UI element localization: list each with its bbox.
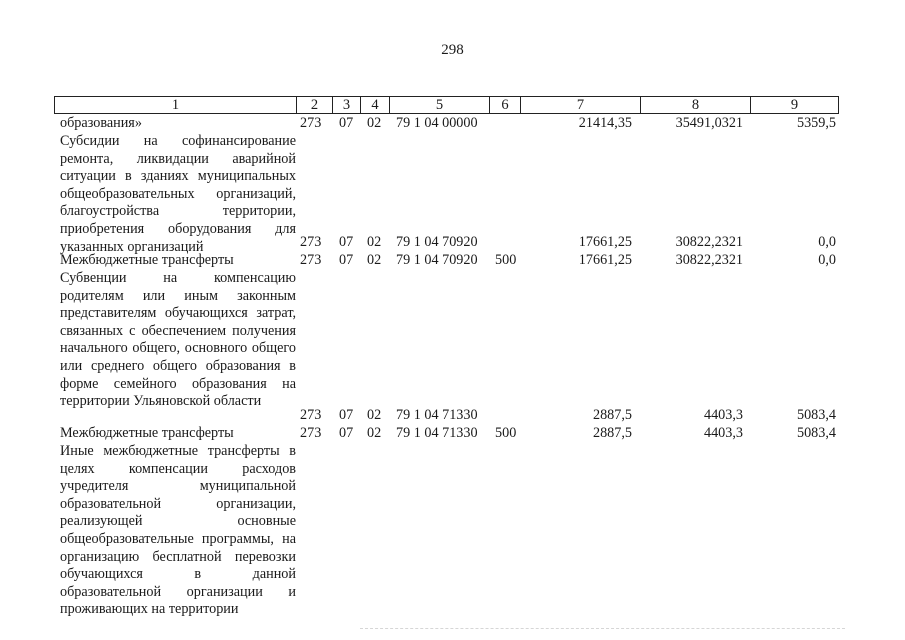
row-col-8: 35491,0321 bbox=[675, 115, 743, 131]
row-col-7: 17661,25 bbox=[578, 234, 632, 250]
row-description: Субсидии на софинансирование ремонта, ликвидации аварийной ситуации в зданиях муниципальных общеобразовательных организаций, благоустройства территории, приобретения оборудования для указанных организаций bbox=[60, 133, 296, 255]
row-description: Межбюджетные трансферты bbox=[60, 425, 234, 441]
row-col-3: 07 bbox=[339, 252, 354, 268]
row-description: Межбюджетные трансферты bbox=[60, 252, 234, 268]
header-col-1: 1 bbox=[55, 97, 297, 114]
row-description: Иные межбюджетные трансферты в целях компенсации расходов учредителя муниципальной образовательной организации, реализующей основные общеобразовательные программы, на организацию бесплатной перевозки обучающихся в данной образовательной организации и проживающих на территории bbox=[60, 443, 296, 618]
header-col-9: 9 bbox=[751, 97, 839, 114]
row-col-9: 5083,4 bbox=[796, 407, 836, 423]
row-col-3: 07 bbox=[339, 407, 354, 423]
row-col-7: 21414,35 bbox=[578, 115, 632, 131]
row-col-3: 07 bbox=[339, 425, 354, 441]
row-col-9: 0,0 bbox=[818, 234, 836, 250]
row-col-7: 2887,5 bbox=[592, 407, 632, 423]
row-col-6: 500 bbox=[495, 252, 517, 268]
row-description: Субвенции на компенсацию родителям или иным законным представителям обучающихся затрат, связанных с обеспечением получения начального общего, основного общего или среднего общего образования в форме семейного образования на территории Ульяновской области bbox=[60, 270, 296, 410]
row-col-3: 07 bbox=[339, 234, 354, 250]
row-col-6: 500 bbox=[495, 425, 517, 441]
row-col-2: 273 bbox=[300, 234, 322, 250]
row-col-5: 79 1 04 71330 bbox=[396, 425, 478, 441]
row-col-5: 79 1 04 70920 bbox=[396, 252, 478, 268]
row-col-4: 02 bbox=[367, 407, 382, 423]
row-col-4: 02 bbox=[367, 252, 382, 268]
row-col-2: 273 bbox=[300, 407, 322, 423]
row-col-2: 273 bbox=[300, 252, 322, 268]
row-col-2: 273 bbox=[300, 425, 322, 441]
row-col-7: 17661,25 bbox=[578, 252, 632, 268]
header-col-6: 6 bbox=[490, 97, 521, 114]
row-col-5: 79 1 04 00000 bbox=[396, 115, 478, 131]
header-col-2: 2 bbox=[297, 97, 333, 114]
row-col-8: 4403,3 bbox=[703, 425, 743, 441]
scan-artifact-line bbox=[360, 628, 845, 629]
row-col-9: 5359,5 bbox=[796, 115, 836, 131]
row-col-3: 07 bbox=[339, 115, 354, 131]
row-col-2: 273 bbox=[300, 115, 322, 131]
row-col-4: 02 bbox=[367, 115, 382, 131]
row-col-9: 0,0 bbox=[818, 252, 836, 268]
header-col-3: 3 bbox=[333, 97, 361, 114]
row-col-5: 79 1 04 70920 bbox=[396, 234, 478, 250]
page-number: 298 bbox=[441, 42, 464, 58]
header-col-4: 4 bbox=[361, 97, 390, 114]
row-col-8: 30822,2321 bbox=[675, 234, 743, 250]
header-col-7: 7 bbox=[521, 97, 641, 114]
row-col-7: 2887,5 bbox=[592, 425, 632, 441]
row-col-8: 4403,3 bbox=[703, 407, 743, 423]
header-col-5: 5 bbox=[390, 97, 490, 114]
row-col-8: 30822,2321 bbox=[675, 252, 743, 268]
header-col-8: 8 bbox=[641, 97, 751, 114]
row-col-4: 02 bbox=[367, 425, 382, 441]
row-col-4: 02 bbox=[367, 234, 382, 250]
row-description: образования» bbox=[60, 115, 142, 131]
row-col-5: 79 1 04 71330 bbox=[396, 407, 478, 423]
row-col-9: 5083,4 bbox=[796, 425, 836, 441]
